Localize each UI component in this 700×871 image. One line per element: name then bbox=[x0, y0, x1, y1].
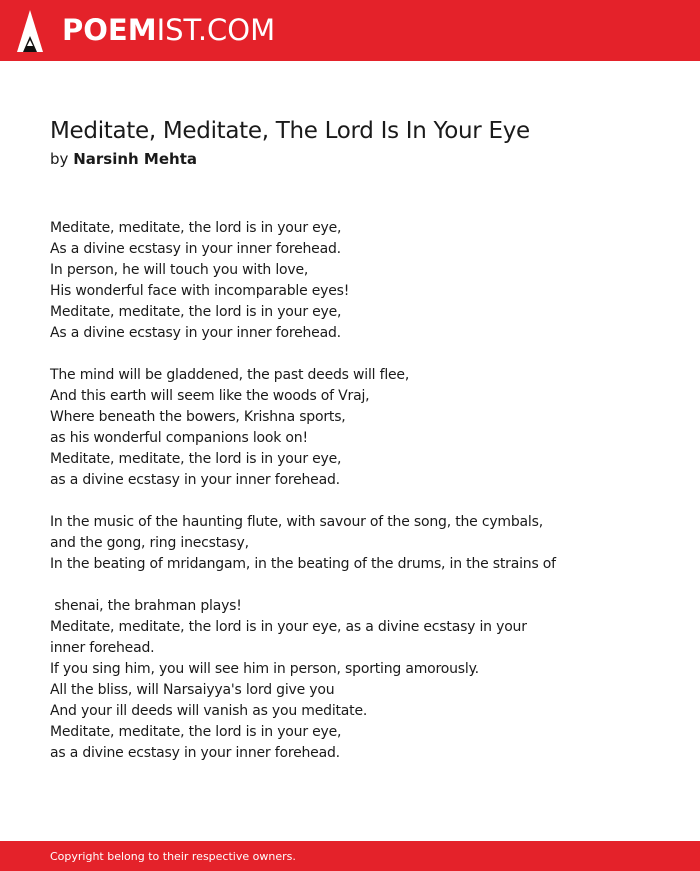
site-logo[interactable] bbox=[62, 12, 275, 48]
poem-title: Meditate, Meditate, The Lord Is In Your Eye bbox=[50, 118, 530, 144]
poem-line: And your ill deeds will vanish as you meditate. bbox=[50, 703, 368, 719]
logo-light-text: IST.COM bbox=[156, 13, 276, 47]
by-label: by bbox=[50, 150, 69, 168]
stanza-gap bbox=[50, 344, 670, 365]
poem-line: Meditate, meditate, the lord is in your eye, bbox=[50, 304, 342, 320]
poem-line: as a divine ecstasy in your inner forehead. bbox=[50, 745, 340, 761]
poem-line: In the beating of mridangam, in the beating of the drums, in the strains of bbox=[50, 556, 556, 572]
poem-line: shenai, the brahman plays! bbox=[50, 598, 242, 614]
byline bbox=[50, 148, 197, 170]
poem-line: As a divine ecstasy in your inner forehead. bbox=[50, 325, 341, 341]
author-name: Narsinh Mehta bbox=[73, 150, 197, 168]
poem-line: Meditate, meditate, the lord is in your eye, bbox=[50, 724, 342, 740]
logo-bold-text: POEM bbox=[62, 13, 157, 47]
poem-line: Meditate, meditate, the lord is in your eye, as a divine ecstasy in your bbox=[50, 619, 527, 635]
poem-line: And this earth will seem like the woods of Vraj, bbox=[50, 388, 370, 404]
poem-body bbox=[50, 218, 670, 764]
poem-line: In person, he will touch you with love, bbox=[50, 262, 309, 278]
site-footer bbox=[0, 841, 700, 871]
poem-line: as a divine ecstasy in your inner forehead. bbox=[50, 472, 340, 488]
poem-line: Meditate, meditate, the lord is in your eye, bbox=[50, 220, 342, 236]
poem-line: Where beneath the bowers, Krishna sports, bbox=[50, 409, 346, 425]
poem-line: All the bliss, will Narsaiyya's lord give you bbox=[50, 682, 335, 698]
poem-line: In the music of the haunting flute, with savour of the song, the cymbals, bbox=[50, 514, 543, 530]
poem-line: His wonderful face with incomparable eyes! bbox=[50, 283, 350, 299]
poem-line: Meditate, meditate, the lord is in your eye, bbox=[50, 451, 342, 467]
stanza-gap bbox=[50, 575, 670, 596]
poem-line: The mind will be gladdened, the past deeds will flee, bbox=[50, 367, 410, 383]
stanza-gap bbox=[50, 491, 670, 512]
copyright-text: Copyright belong to their respective owners. bbox=[50, 850, 296, 863]
poem-line: If you sing him, you will see him in person, sporting amorously. bbox=[50, 661, 479, 677]
site-header bbox=[0, 0, 700, 61]
pencil-icon[interactable] bbox=[17, 10, 43, 52]
poem-line: and the gong, ring inecstasy, bbox=[50, 535, 249, 551]
poem-line: as his wonderful companions look on! bbox=[50, 430, 308, 446]
poem-line: As a divine ecstasy in your inner forehead. bbox=[50, 241, 341, 257]
poem-line: inner forehead. bbox=[50, 640, 155, 656]
